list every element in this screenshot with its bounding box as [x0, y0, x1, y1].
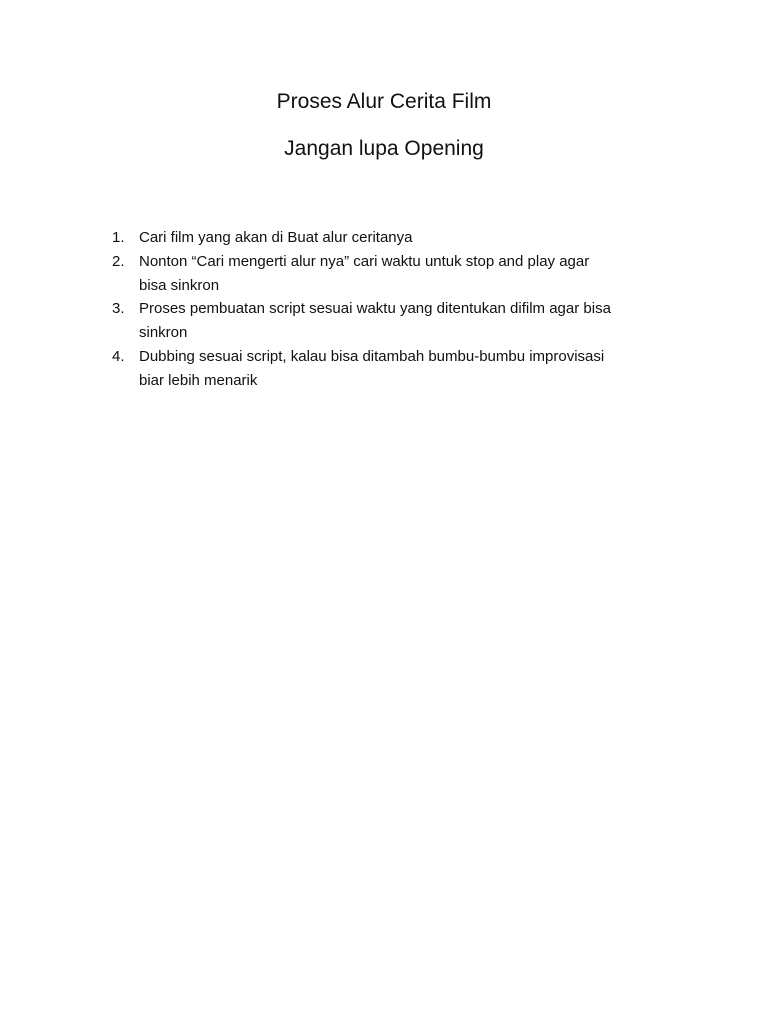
list-item-number: 1. — [112, 229, 125, 246]
list-item — [112, 345, 672, 393]
list-item-number: 2. — [112, 252, 125, 270]
list-item — [112, 226, 672, 250]
list-item-number: 4. — [112, 347, 125, 365]
list-item — [112, 250, 672, 298]
document-subtitle: Jangan lupa Opening — [284, 137, 484, 160]
steps-list — [112, 226, 672, 393]
list-item — [112, 297, 672, 345]
list-item-text: Cari film yang akan di Buat alur ceritanya — [139, 229, 413, 246]
list-item-text: Nonton “Cari mengerti alur nya” cari waktu untuk stop and play agar bisa sinkron — [139, 252, 590, 294]
list-item-text: Dubbing sesuai script, kalau bisa ditambah bumbu-bumbu improvisasi biar lebih menarik — [139, 347, 605, 389]
list-item-number: 3. — [112, 300, 125, 318]
document-title: Proses Alur Cerita Film — [276, 90, 492, 113]
list-item-text: Proses pembuatan script sesuai waktu yang ditentukan difilm agar bisa sinkron — [139, 300, 611, 342]
